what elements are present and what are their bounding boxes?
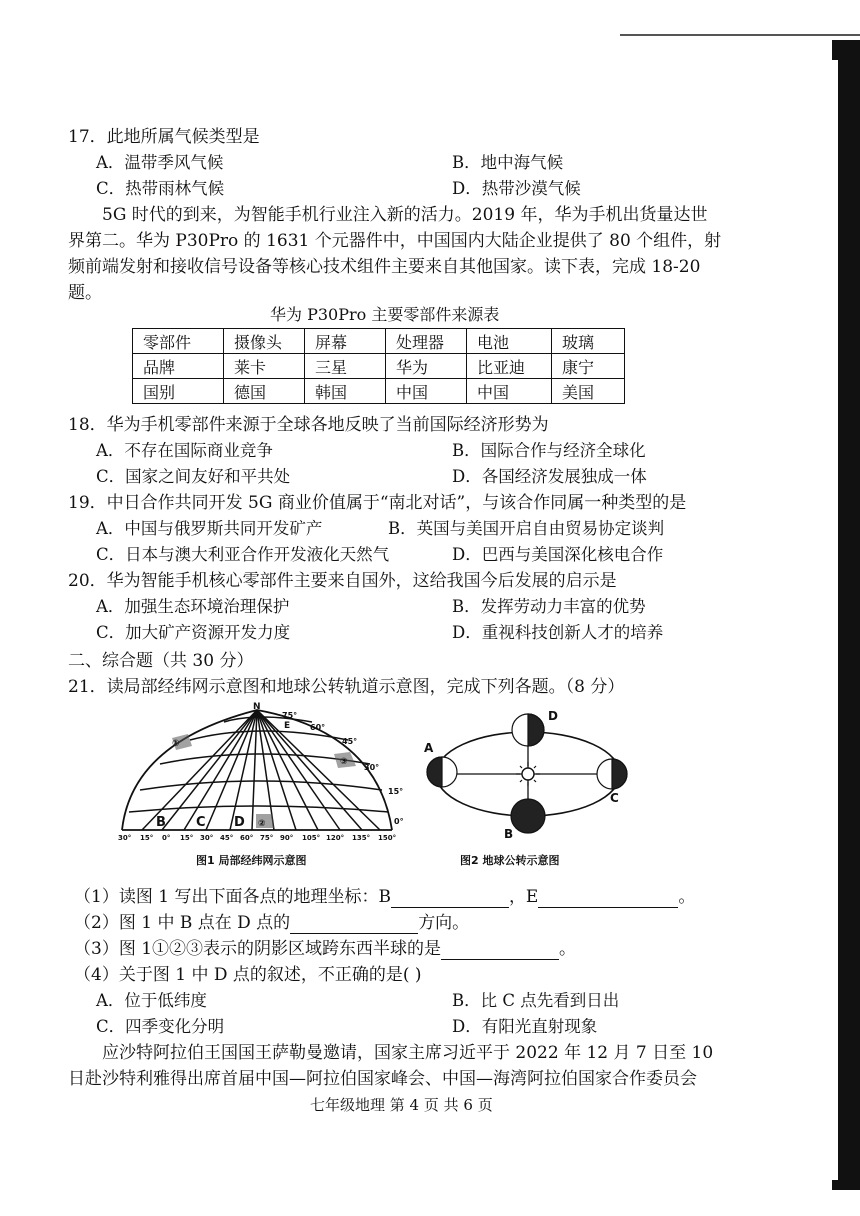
q21-sub4-stem: （4）关于图 1 中 D 点的叙述，不正确的是( ) — [74, 965, 422, 985]
q19-stem: 19．中日合作共同开发 5G 商业价值属于“南北对话”，与该合作同属一种类型的是 — [68, 493, 687, 513]
q21-sub2 — [74, 912, 469, 934]
q21-sub2-end: 方向。 — [418, 913, 470, 933]
table-cell: 电池 — [467, 329, 552, 354]
fig2-point-b: B — [504, 827, 514, 841]
page-footer: 七年级地理 第 4 页 共 6 页 — [310, 1096, 493, 1114]
q21-sub1-end: 。 — [678, 887, 696, 907]
table-cell: 美国 — [552, 379, 625, 404]
q19-option-b: B．英国与美国开启自由贸易协定谈判 — [388, 519, 665, 538]
q18-option-d: D．各国经济发展独成一体 — [452, 467, 647, 486]
q17-stem: 17．此地所属气候类型是 — [68, 127, 260, 147]
answer-blank-direction[interactable] — [290, 915, 418, 934]
q21-sub4-option-a: A．位于低纬度 — [96, 991, 207, 1010]
q21-sub3-end: 。 — [559, 939, 577, 959]
figure1-graticule-map — [112, 702, 407, 842]
q21-sub3 — [74, 938, 576, 960]
fig2-point-a: A — [424, 741, 434, 755]
fig1-point-n: N — [253, 702, 261, 712]
answer-blank-e[interactable] — [538, 889, 678, 908]
answer-blank-b[interactable] — [391, 889, 509, 908]
fig1-lat-label: 60° — [310, 723, 326, 732]
q19-option-a: A．中国与俄罗斯共同开发矿产 — [96, 519, 323, 538]
scan-edge-top — [620, 34, 860, 36]
figure2-revolution-diagram — [418, 702, 640, 842]
fig1-point-c: C — [196, 815, 206, 830]
fig1-lat-label: 15° — [388, 787, 404, 796]
fig1-lat-label: 0° — [394, 817, 404, 826]
q20-option-d: D．重视科技创新人才的培养 — [452, 623, 664, 642]
table-row — [133, 329, 625, 354]
fig1-region-2: ② — [258, 819, 266, 829]
section-heading: 二、综合题（共 30 分） — [68, 651, 254, 671]
q21-sub4-option-c: C．四季变化分明 — [96, 1017, 225, 1036]
parts-source-table — [132, 328, 625, 404]
table-row — [133, 379, 625, 404]
q17-option-d: D．热带沙漠气候 — [452, 179, 581, 198]
table-cell: 屏幕 — [305, 329, 386, 354]
fig1-lon-label: 15° — [180, 834, 194, 842]
fig1-point-b: B — [156, 815, 166, 830]
table-cell: 零部件 — [133, 329, 224, 354]
passage-5g-line4: 题。 — [68, 283, 102, 303]
fig1-lon-label: 45° — [220, 834, 234, 842]
q21-sub2-prefix: （2）图 1 中 B 点在 D 点的 — [74, 913, 291, 933]
table-cell: 韩国 — [305, 379, 386, 404]
fig1-lon-label: 75° — [260, 834, 274, 842]
fig1-lon-label: 30° — [200, 834, 214, 842]
fig2-point-c: C — [610, 791, 619, 805]
table-cell: 德国 — [224, 379, 305, 404]
answer-blank-region[interactable] — [441, 941, 559, 960]
q21-sub1-mid: ，E — [508, 887, 539, 907]
fig1-point-e: E — [284, 721, 291, 731]
table-cell: 康宁 — [552, 354, 625, 379]
fig1-lat-label: 45° — [342, 737, 358, 746]
q17-option-a: A．温带季风气候 — [96, 153, 224, 172]
q21-sub4-option-d: D．有阳光直射现象 — [452, 1017, 598, 1036]
q18-stem: 18．华为手机零部件来源于全球各地反映了当前国际经济形势为 — [68, 415, 549, 435]
table-cell: 中国 — [386, 379, 467, 404]
q19-option-c: C．日本与澳大利亚合作开发液化天然气 — [96, 545, 390, 564]
table-cell: 摄像头 — [224, 329, 305, 354]
passage-5g-line3: 频前端发射和接收信号设备等核心技术组件主要来自其他国家。读下表，完成 18-20 — [68, 257, 701, 277]
q20-option-a: A．加强生态环境治理保护 — [96, 597, 290, 616]
table-cell: 国别 — [133, 379, 224, 404]
passage-5g-line2: 界第二。华为 P30Pro 的 1631 个元器件中，中国国内大陆企业提供了 80 个组件，射 — [68, 231, 722, 251]
q21-sub3-prefix: （3）图 1①②③表示的阴影区域跨东西半球的是 — [74, 939, 442, 959]
table-cell: 比亚迪 — [467, 354, 552, 379]
q21-sub1-prefix: （1）读图 1 写出下面各点的地理坐标：B — [74, 887, 391, 907]
fig1-lon-label: 135° — [352, 834, 371, 842]
passage-5g-line1: 5G 时代的到来，为智能手机行业注入新的活力。2019 年，华为手机出货量达世 — [102, 205, 708, 225]
q18-option-c: C．国家之间友好和平共处 — [96, 467, 291, 486]
fig1-region-1: ① — [172, 739, 180, 749]
fig1-lon-label: 15° — [140, 834, 154, 842]
table-cell: 玻璃 — [552, 329, 625, 354]
figure2-caption: 图2 地球公转示意图 — [460, 854, 560, 867]
table-cell: 中国 — [467, 379, 552, 404]
fig2-point-d: D — [548, 709, 558, 723]
fig1-lon-label: 60° — [240, 834, 254, 842]
table-caption: 华为 P30Pro 主要零部件来源表 — [270, 305, 500, 324]
fig1-lat-label: 75° — [282, 711, 298, 720]
table-cell: 莱卡 — [224, 354, 305, 379]
fig1-point-d: D — [234, 815, 245, 830]
q20-stem: 20．华为智能手机核心零部件主要来自国外，这给我国今后发展的启示是 — [68, 571, 617, 591]
fig1-region-3: ③ — [340, 757, 348, 767]
q21-stem: 21．读局部经纬网示意图和地球公转轨道示意图，完成下列各题。（8 分） — [68, 677, 625, 697]
q21-sub4-option-b: B．比 C 点先看到日出 — [452, 991, 620, 1010]
fig1-lon-label: 0° — [162, 834, 171, 842]
table-cell: 三星 — [305, 354, 386, 379]
passage-saudi-line2: 日赴沙特利雅得出席首届中国—阿拉伯国家峰会、中国—海湾阿拉伯国家合作委员会 — [68, 1069, 697, 1089]
q17-option-b: B．地中海气候 — [452, 153, 564, 172]
q20-option-b: B．发挥劳动力丰富的优势 — [452, 597, 646, 616]
q19-option-d: D．巴西与美国深化核电合作 — [452, 545, 664, 564]
q18-option-a: A．不存在国际商业竞争 — [96, 441, 273, 460]
figure1-caption: 图1 局部经纬网示意图 — [196, 854, 307, 867]
q18-option-b: B．国际合作与经济全球化 — [452, 441, 646, 460]
sun-icon — [516, 762, 540, 786]
earth-b-icon — [511, 799, 545, 833]
fig1-lat-label: 30° — [364, 763, 380, 772]
q21-sub1 — [74, 886, 695, 908]
fig1-lon-label: 30° — [118, 834, 132, 842]
table-row — [133, 354, 625, 379]
fig1-lon-label: 105° — [302, 834, 321, 842]
table-cell: 处理器 — [386, 329, 467, 354]
fig1-lon-label: 150° — [378, 834, 397, 842]
table-cell: 品牌 — [133, 354, 224, 379]
scan-edge-right-gap — [828, 60, 838, 1180]
passage-saudi-line1: 应沙特阿拉伯王国国王萨勒曼邀请，国家主席习近平于 2022 年 12 月 7 日至 10 — [102, 1043, 714, 1063]
fig1-lon-label: 120° — [326, 834, 345, 842]
q17-option-c: C．热带雨林气候 — [96, 179, 225, 198]
fig1-lon-label: 90° — [280, 834, 294, 842]
q20-option-c: C．加大矿产资源开发力度 — [96, 623, 291, 642]
table-cell: 华为 — [386, 354, 467, 379]
